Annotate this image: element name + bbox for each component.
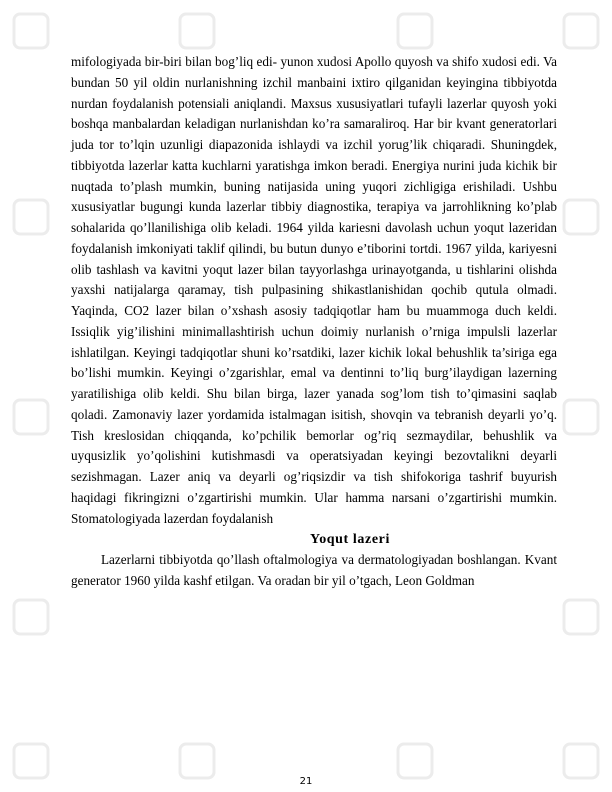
section-heading: Yoqut lazeri xyxy=(310,532,390,548)
body-paragraph: mifologiyada bir-biri bilan bog’liq edi- yunon xudosi Apollo quyosh va shifo xudosi edi. Va bundan 50 yil oldin nurlanishning izchil manbaini ixtiro qilganidan keyingina tibbiyotda nurdan foydalanish potensiali aniqlandi. Maxsus xususiyatlari tufayli lazerlar quyosh yoki boshqa manbalardan keladigan nurlanishdan ko’ra samaraliroq. Har bir kvant generatorlari juda tor to’lqin uzunligi diapazonida ishlaydi va izchil yorug’lik chiqaradi. Shuningdek, tibbiyotda lazerlar katta kuchlarni yaratishga imkon beradi. Energiya nurini juda kichik bir nuqtada to’plash mumkin, buning natijasida uning yuqori zichligiga erishiladi. Ushbu xususiyatlar bugungi kunda lazerlar tibbiy diagnostika, terapiya va jarrohlikning ko’plab sohalarida qo’llanilishiga olib keladi. 1964 yilda kariesni davolash uchun yoqut lazeridan foydalanish imkoniyati taklif qilindi, bu butun dunyo e’tiborini tortdi. 1967 yilda, kariyesni olib tashlash va kavitni yoqut lazer bilan tayyorlashga urinayotganda, u tishlarini olishda yaxshi natijalarga qaramay, tish pulpasining shikastlanishidan qochib qutula olmadi. Yaqinda, CO2 lazer bilan o’xshash asosiy tadqiqotlar ham bu muammoga duch keldi. Issiqlik yig’ilishini minimallashtirish uchun doimiy nurlanish o’rniga impulsli lazerlar ishlatilgan. Keyingi tadqiqotlar shuni ko’rsatdiki, lazer kichik lokal behushlik ta’siriga ega bo’lishi mumkin. Keyingi o’zgarishlar, emal va dentinni to’liq burg’ilaydigan lazerning yaratilishiga olib keldi. Shu bilan birga, lazer yanada sog’lom tish to’qimasini saqlab qoladi. Zamonaviy lazer yordamida istalmagan isitish, shovqin va tebranish deyarli yo’q. Tish kreslosidan chiqqanda, ko’pchilik bemorlar og’riq sezmaydilar, behushlik va uyqusizlik yo’qolishini kutishmasdi va operatsiyadan keyingi bezovtalikni deyarli sezishmagan. Lazer aniq va deyarli og’riqsizdir va tish shifokoriga tashrif buyurish haqidagi fikringizni o’zgartirishi mumkin. Ular hamma narsani o’zgartirishi mumkin. Stomatologiyada lazerdan foydalanish xyxy=(71,54,557,526)
body-paragraph-second: Lazerlarni tibbiyotda qo’llash oftalmologiya va dermatologiyadan boshlangan. Kvant generator 1960 yilda kashf etilgan. Va oradan bir yil o’tgach, Leon Goldman xyxy=(71,552,557,588)
page-number: 21 xyxy=(299,776,313,787)
page-content xyxy=(71,52,557,592)
